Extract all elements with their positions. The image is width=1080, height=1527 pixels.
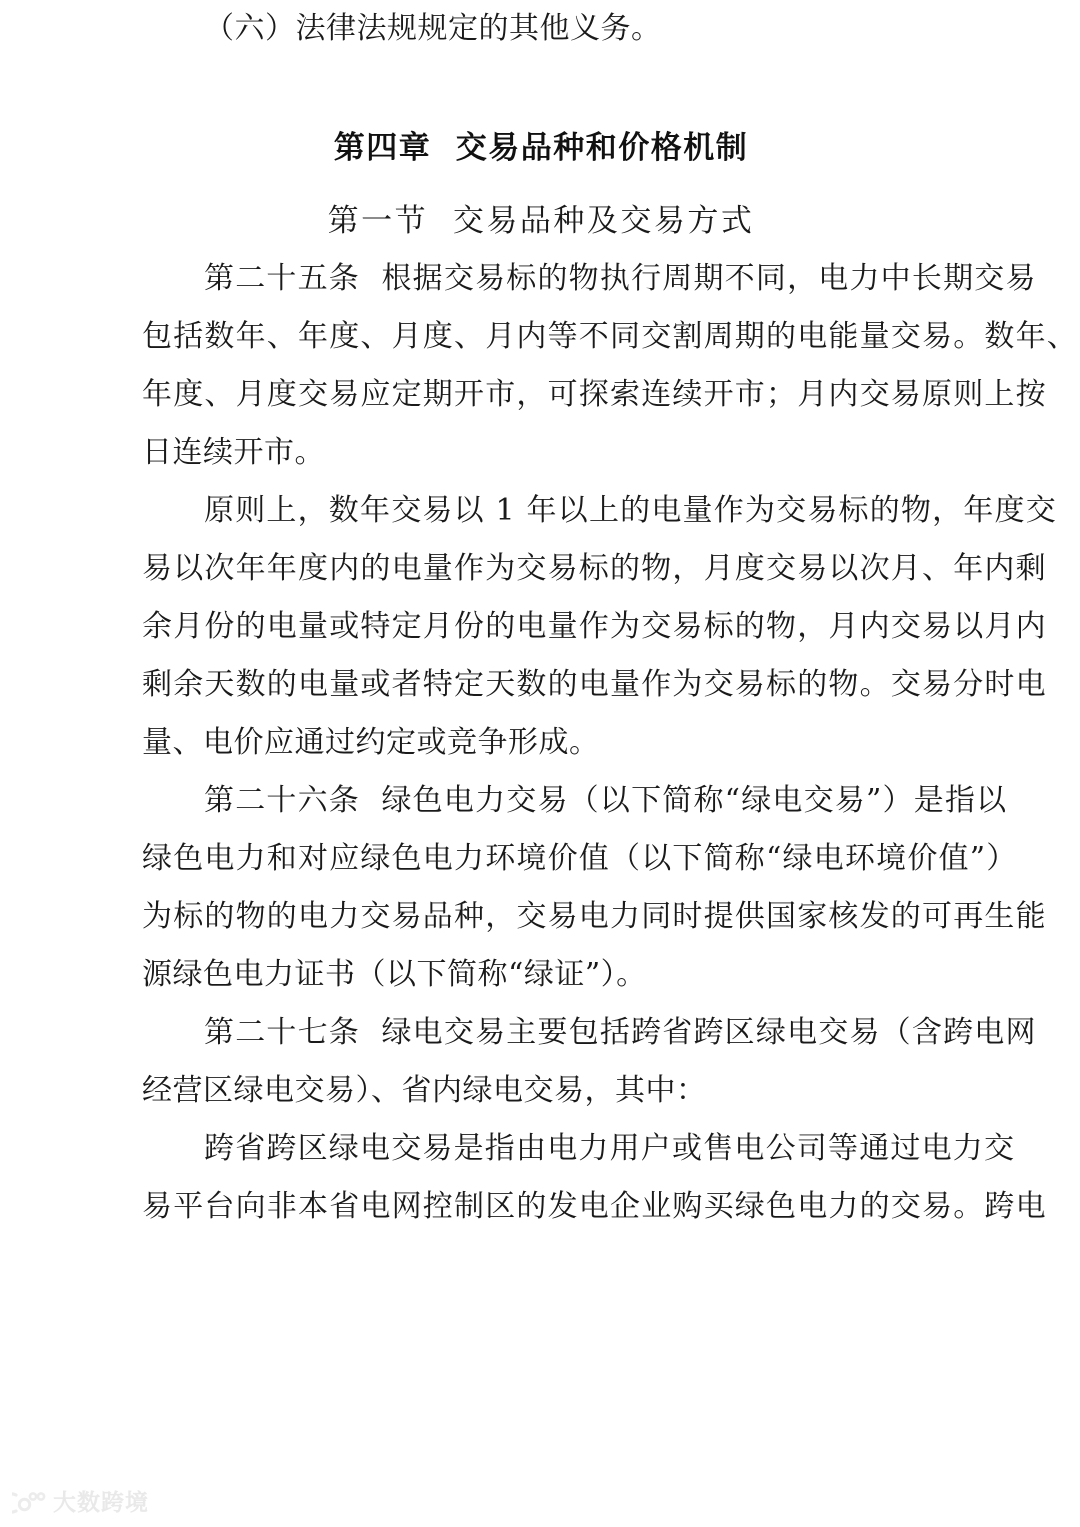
article-line: 第二十六条 绿色电力交易（以下简称“绿电交易”）是指以 <box>204 783 1008 818</box>
article-line: 原则上，数年交易以 1 年以上的电量作为交易标的物，年度交 <box>204 493 1057 528</box>
article-line: 年度、月度交易应定期开市，可探索连续开市；月内交易原则上按 <box>142 377 1047 412</box>
article-block <box>142 1004 1037 1120</box>
section-heading: 第一节 交易品种及交易方式 <box>327 203 755 239</box>
spacer-before-chapter <box>142 58 940 122</box>
article-line: 余月份的电量或特定月份的电量作为交易标的物，月内交易以月内 <box>142 609 1047 644</box>
article-line: 为标的物的电力交易品种，交易电力同时提供国家核发的可再生能 <box>142 899 1047 934</box>
article-line: 量、电价应通过约定或竞争形成。 <box>142 725 600 760</box>
article-line: 绿色电力和对应绿色电力环境价值（以下简称“绿电环境价值”） <box>142 841 1018 876</box>
article-line: 源绿色电力证书（以下简称“绿证”）。 <box>142 957 647 992</box>
article-block <box>142 482 1057 772</box>
article-block <box>142 250 1078 482</box>
watermark-label: 大数跨境 <box>53 1489 149 1516</box>
article-line: 包括数年、年度、月度、月内等不同交割周期的电能量交易。数年、 <box>142 319 1078 354</box>
chapter-heading: 第四章 交易品种和价格机制 <box>333 130 749 166</box>
spacer-after-chapter <box>142 174 940 192</box>
article-line: 经营区绿电交易）、省内绿电交易，其中： <box>142 1073 707 1108</box>
article-block <box>142 772 1047 1004</box>
page-content <box>142 0 1078 1236</box>
article-block <box>142 1120 1047 1236</box>
preceding-clause-line: （六）法律法规规定的其他义务。 <box>204 11 662 46</box>
article-line: 易以次年年度内的电量作为交易标的物，月度交易以次月、年内剩 <box>142 551 1047 586</box>
watermark <box>12 1491 149 1515</box>
article-line: 跨省跨区绿电交易是指由电力用户或售电公司等通过电力交 <box>204 1131 1016 1166</box>
article-line: 第二十五条 根据交易标的物执行周期不同，电力中长期交易 <box>204 261 1037 296</box>
article-line: 第二十七条 绿电交易主要包括跨省跨区绿电交易（含跨电网 <box>204 1015 1037 1050</box>
article-line: 易平台向非本省电网控制区的发电企业购买绿色电力的交易。跨电 <box>142 1189 1047 1224</box>
article-line: 日连续开市。 <box>142 435 325 470</box>
article-line: 剩余天数的电量或者特定天数的电量作为交易标的物。交易分时电 <box>142 667 1047 702</box>
watermark-logo-icon <box>12 1491 46 1515</box>
